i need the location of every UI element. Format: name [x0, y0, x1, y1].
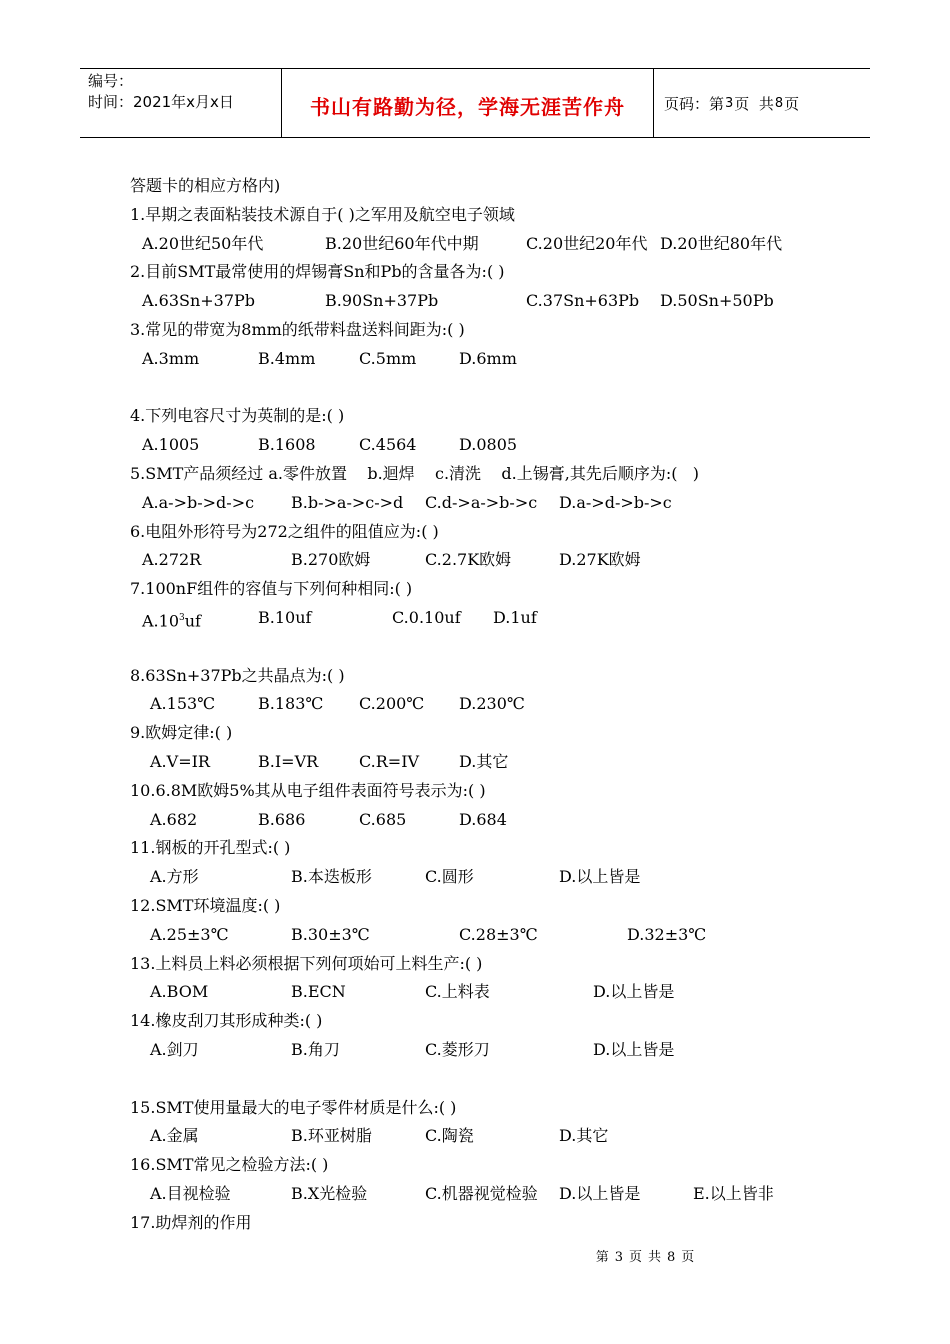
option: A.272R	[142, 550, 202, 570]
option: D.其它	[559, 1126, 609, 1146]
option: B.X光检验	[291, 1183, 368, 1203]
spacer	[130, 1065, 830, 1094]
option: B.ECN	[291, 982, 346, 1002]
option: D.以上皆是	[593, 982, 675, 1002]
question-list	[130, 172, 830, 1237]
options-7	[130, 604, 830, 633]
options-9	[130, 748, 830, 777]
page-number: 3	[725, 95, 734, 111]
options-5	[130, 489, 830, 518]
option: A.a->b->d->c	[142, 492, 255, 512]
option: B.20世纪60年代中期	[325, 233, 479, 253]
option: C.d->a->b->c	[425, 492, 538, 512]
intro-line: 答题卡的相应方格内)	[130, 176, 281, 195]
footer-b: 页	[628, 1250, 642, 1265]
page-footer	[0, 1246, 950, 1265]
option: B.183℃	[258, 694, 324, 714]
options-15	[130, 1122, 830, 1151]
option: C.2.7K欧姆	[425, 550, 512, 570]
option: A.目视检验	[150, 1183, 231, 1203]
question-5: 5.SMT产品须经过 a.零件放置 b.迴焊 c.清洗 d.上锡膏,其先后顺序为:( )	[130, 463, 699, 483]
option: A.1005	[142, 435, 200, 455]
question-16: 16.SMT常见之检验方法:( )	[130, 1155, 329, 1175]
options-2	[130, 287, 830, 316]
option: B.本迭板形	[291, 867, 372, 887]
option: B.686	[258, 809, 306, 829]
option: B.环亚树脂	[291, 1126, 372, 1146]
option: A.V=IR	[150, 751, 210, 771]
option-text: A.10	[142, 611, 179, 631]
option: C.4564	[359, 435, 417, 455]
option: D.以上皆是	[593, 1039, 675, 1059]
option: D.其它	[459, 751, 509, 771]
options-8	[130, 690, 830, 719]
question-9: 9.欧姆定律:( )	[130, 723, 233, 743]
question-2: 2.目前SMT最常使用的焊锡膏Sn和Pb的含量各为:( )	[130, 262, 505, 282]
option: B.I=VR	[258, 751, 319, 771]
option-exponent: 3	[179, 612, 185, 623]
option: D.32±3℃	[627, 924, 707, 944]
option: A.682	[150, 809, 198, 829]
question-12: 12.SMT环境温度:( )	[130, 895, 281, 915]
question-11: 11.钢板的开孔型式:( )	[130, 838, 291, 858]
question-8: 8.63Sn+37Pb之共晶点为:( )	[130, 665, 345, 685]
option: B.4mm	[258, 348, 316, 368]
option	[142, 604, 201, 636]
option: C.28±3℃	[459, 924, 538, 944]
question-14: 14.橡皮刮刀其形成种类:( )	[130, 1011, 323, 1031]
option: E.以上皆非	[693, 1183, 774, 1203]
header-meta	[80, 69, 282, 137]
options-4	[130, 431, 830, 460]
option: D.6mm	[459, 348, 517, 368]
option: B.b->a->c->d	[291, 492, 404, 512]
option: C.上料表	[425, 982, 490, 1002]
spacer	[130, 633, 830, 662]
option-unit: uf	[184, 611, 201, 631]
option: C.685	[359, 809, 407, 829]
options-11	[130, 863, 830, 892]
header-page-info	[654, 69, 870, 137]
footer-page-number: 3	[614, 1250, 623, 1265]
page-label-a: 页码：第	[664, 94, 725, 113]
question-15: 15.SMT使用量最大的电子零件材质是什么:( )	[130, 1097, 457, 1117]
option: B.10uf	[258, 607, 312, 627]
page-label-c: 页	[784, 94, 800, 113]
option: A.方形	[150, 867, 199, 887]
question-1: 1.早期之表面粘装技术源自于( )之军用及航空电子领域	[130, 204, 515, 224]
option: A.63Sn+37Pb	[142, 291, 256, 311]
number-label: 编号：	[88, 72, 134, 90]
option: C.机器视觉检验	[425, 1183, 538, 1203]
option: B.270欧姆	[291, 550, 371, 570]
options-1	[130, 230, 830, 259]
spacer	[130, 374, 830, 403]
option: A.20世纪50年代	[142, 233, 264, 253]
option: C.陶瓷	[425, 1126, 474, 1146]
question-10: 10.6.8M欧姆5%其从电子组件表面符号表示为:( )	[130, 780, 486, 800]
option: B.30±3℃	[291, 924, 370, 944]
option: C.0.10uf	[392, 607, 461, 627]
option: B.90Sn+37Pb	[325, 291, 439, 311]
option: D.27K欧姆	[559, 550, 641, 570]
option: A.25±3℃	[150, 924, 229, 944]
footer-c: 共	[648, 1250, 662, 1265]
option: D.20世纪80年代	[660, 233, 783, 253]
option: C.圆形	[425, 867, 474, 887]
options-6	[130, 546, 830, 575]
question-3: 3.常见的带宽为8mm的纸带料盘送料间距为:( )	[130, 319, 465, 339]
option: C.R=IV	[359, 751, 420, 771]
option: A.153℃	[150, 694, 216, 714]
option: A.剑刀	[150, 1039, 199, 1059]
option: C.菱形刀	[425, 1039, 490, 1059]
question-7: 7.100nF组件的容值与下列何种相同:( )	[130, 579, 413, 599]
question-13: 13.上料员上料必须根据下列何项始可上料生产:( )	[130, 953, 483, 973]
page-header	[80, 68, 870, 138]
option: C.20世纪20年代	[526, 233, 648, 253]
option: B.角刀	[291, 1039, 340, 1059]
footer-a: 第	[595, 1250, 609, 1265]
header-motto-cell	[282, 69, 654, 137]
time-label: 时间：2021年x月x日	[88, 93, 234, 111]
option: C.5mm	[359, 348, 417, 368]
question-6: 6.电阻外形符号为272之组件的阻值应为:( )	[130, 521, 439, 541]
question-4: 4.下列电容尺寸为英制的是:( )	[130, 406, 345, 426]
option: D.684	[459, 809, 507, 829]
option: A.BOM	[150, 982, 209, 1002]
question-17: 17.助焊剂的作用	[130, 1212, 252, 1232]
page-total: 8	[774, 95, 784, 111]
option: D.230℃	[459, 694, 525, 714]
option: D.50Sn+50Pb	[660, 291, 774, 311]
options-3	[130, 345, 830, 374]
option: D.a->d->b->c	[559, 492, 672, 512]
option: D.以上皆是	[559, 1183, 641, 1203]
options-16	[130, 1180, 830, 1209]
option: D.0805	[459, 435, 518, 455]
option: D.以上皆是	[559, 867, 641, 887]
option: A.金属	[150, 1126, 199, 1146]
options-10	[130, 806, 830, 835]
page-label-b: 页 共	[734, 94, 774, 113]
options-13	[130, 978, 830, 1007]
option: C.200℃	[359, 694, 425, 714]
footer-page-total: 8	[667, 1250, 676, 1265]
options-14	[130, 1036, 830, 1065]
option: D.1uf	[493, 607, 537, 627]
footer-d: 页	[681, 1250, 695, 1265]
options-12	[130, 921, 830, 950]
option: C.37Sn+63Pb	[526, 291, 640, 311]
motto: 书山有路勤为径，学海无涯苦作舟	[310, 94, 625, 119]
option: A.3mm	[142, 348, 200, 368]
option: B.1608	[258, 435, 316, 455]
